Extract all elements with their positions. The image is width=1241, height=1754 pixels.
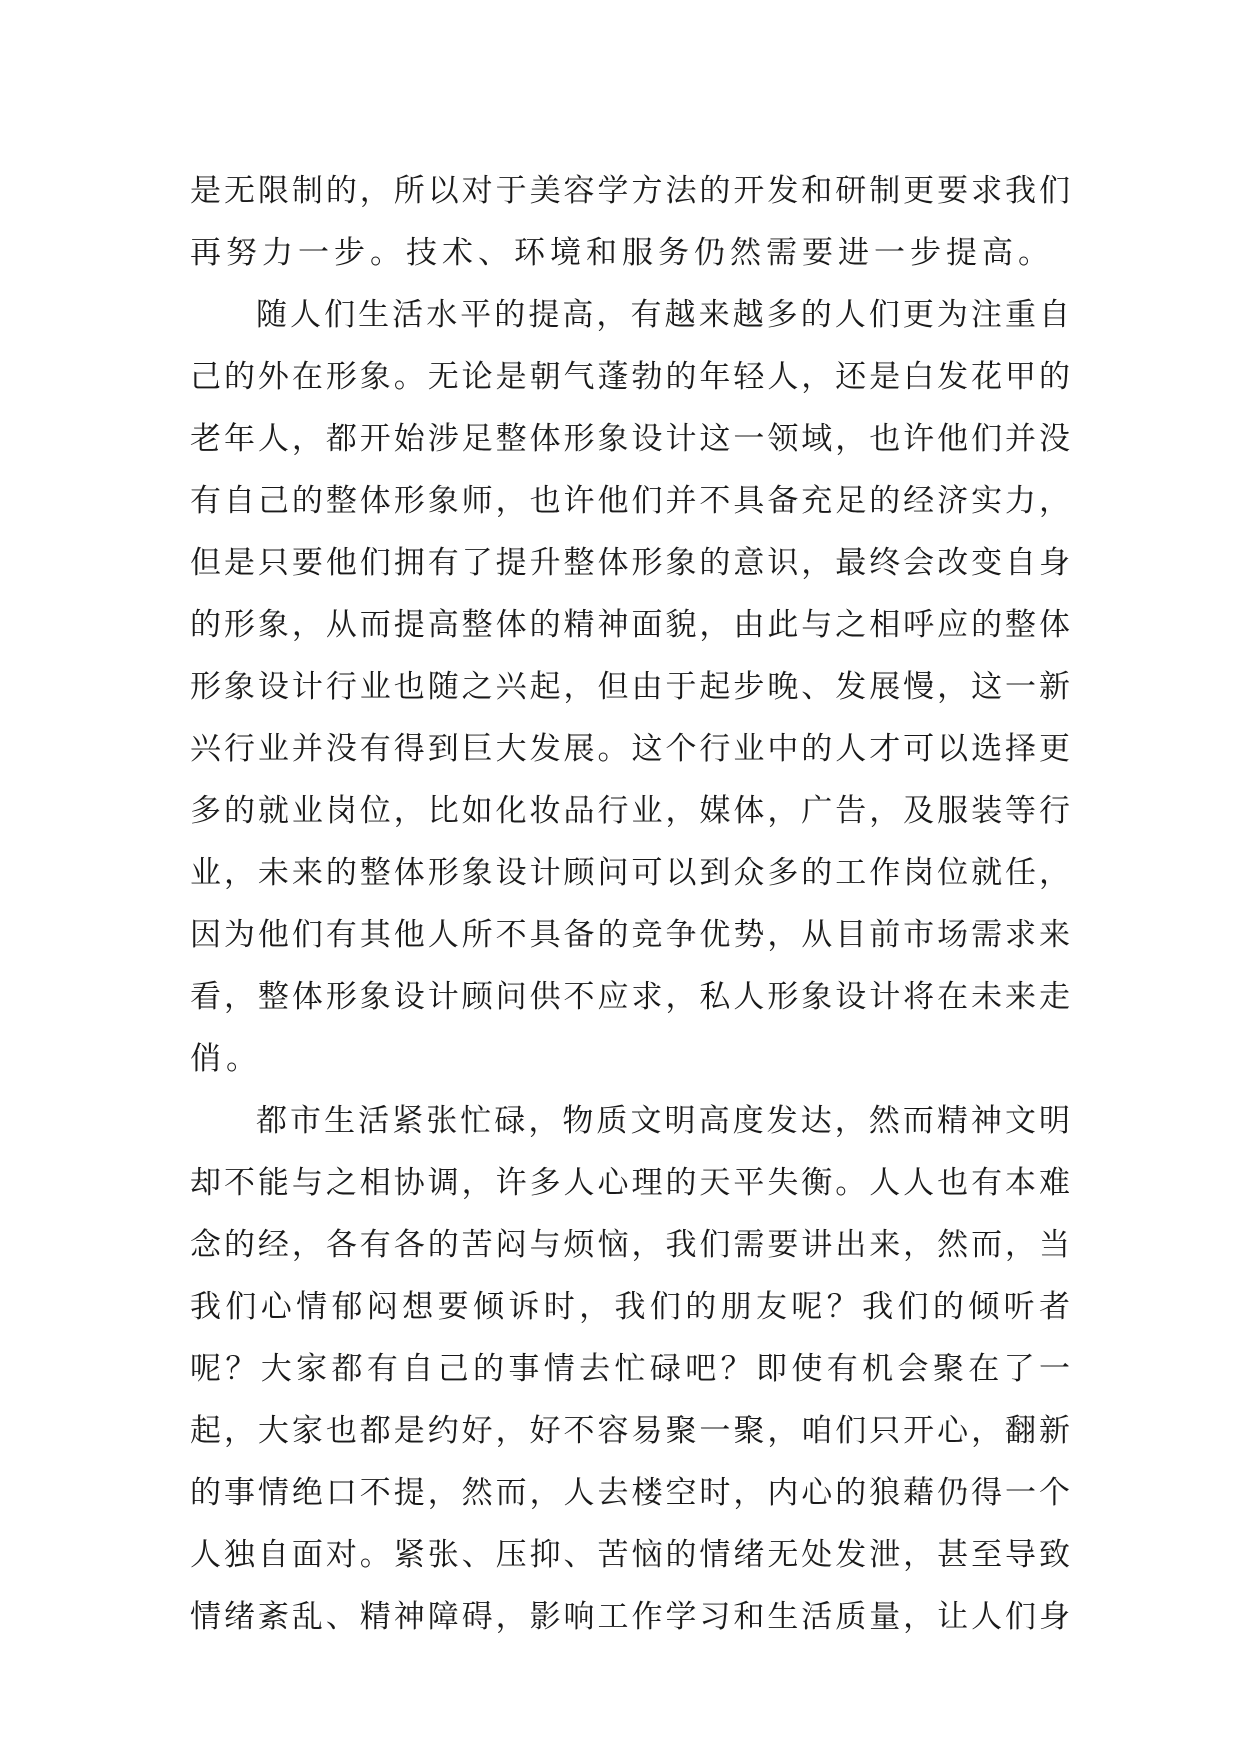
text-line: 老年人，都开始涉足整体形象设计这一领域，也许他们并没 (190, 421, 1070, 457)
text-line: 的事情绝口不提，然而，人去楼空时，内心的狼藉仍得一个 (190, 1475, 1070, 1511)
text-line: 但是只要他们拥有了提升整体形象的意识，最终会改变自身 (190, 545, 1070, 581)
text-line: 我们心情郁闷想要倾诉时，我们的朋友呢？我们的倾听者 (190, 1289, 1070, 1325)
text-line: 起，大家也都是约好，好不容易聚一聚，咱们只开心，翻新 (190, 1413, 1070, 1449)
text-line: 是无限制的，所以对于美容学方法的开发和研制更要求我们 (190, 173, 1070, 209)
text-line: 俏。 (190, 1041, 262, 1077)
paragraph-first-line: 都市生活紧张忙碌，物质文明高度发达，然而精神文明 (256, 1103, 1070, 1139)
text-line: 看，整体形象设计顾问供不应求，私人形象设计将在未来走 (190, 979, 1070, 1015)
text-line: 呢？大家都有自己的事情去忙碌吧？即使有机会聚在了一 (190, 1351, 1070, 1387)
text-line: 却不能与之相协调，许多人心理的天平失衡。人人也有本难 (190, 1165, 1070, 1201)
text-line: 再努力一步。技术、环境和服务仍然需要进一步提高。 (190, 235, 1054, 271)
text-line: 己的外在形象。无论是朝气蓬勃的年轻人，还是白发花甲的 (190, 359, 1070, 395)
text-line: 情绪紊乱、精神障碍，影响工作学习和生活质量，让人们身 (190, 1599, 1070, 1635)
text-line: 业，未来的整体形象设计顾问可以到众多的工作岗位就任， (190, 855, 1070, 891)
text-line: 兴行业并没有得到巨大发展。这个行业中的人才可以选择更 (190, 731, 1070, 767)
text-line: 形象设计行业也随之兴起，但由于起步晚、发展慢，这一新 (190, 669, 1070, 705)
paragraph-first-line: 随人们生活水平的提高，有越来越多的人们更为注重自 (256, 297, 1070, 333)
text-line: 人独自面对。紧张、压抑、苦恼的情绪无处发泄，甚至导致 (190, 1537, 1070, 1573)
text-line: 的形象，从而提高整体的精神面貌，由此与之相呼应的整体 (190, 607, 1070, 643)
text-line: 多的就业岗位，比如化妆品行业，媒体，广告，及服装等行 (190, 793, 1070, 829)
text-line: 念的经，各有各的苦闷与烦恼，我们需要讲出来，然而，当 (190, 1227, 1070, 1263)
body-text (190, 160, 1070, 1648)
text-line: 因为他们有其他人所不具备的竞争优势，从目前市场需求来 (190, 917, 1070, 953)
text-line: 有自己的整体形象师，也许他们并不具备充足的经济实力， (190, 483, 1070, 519)
